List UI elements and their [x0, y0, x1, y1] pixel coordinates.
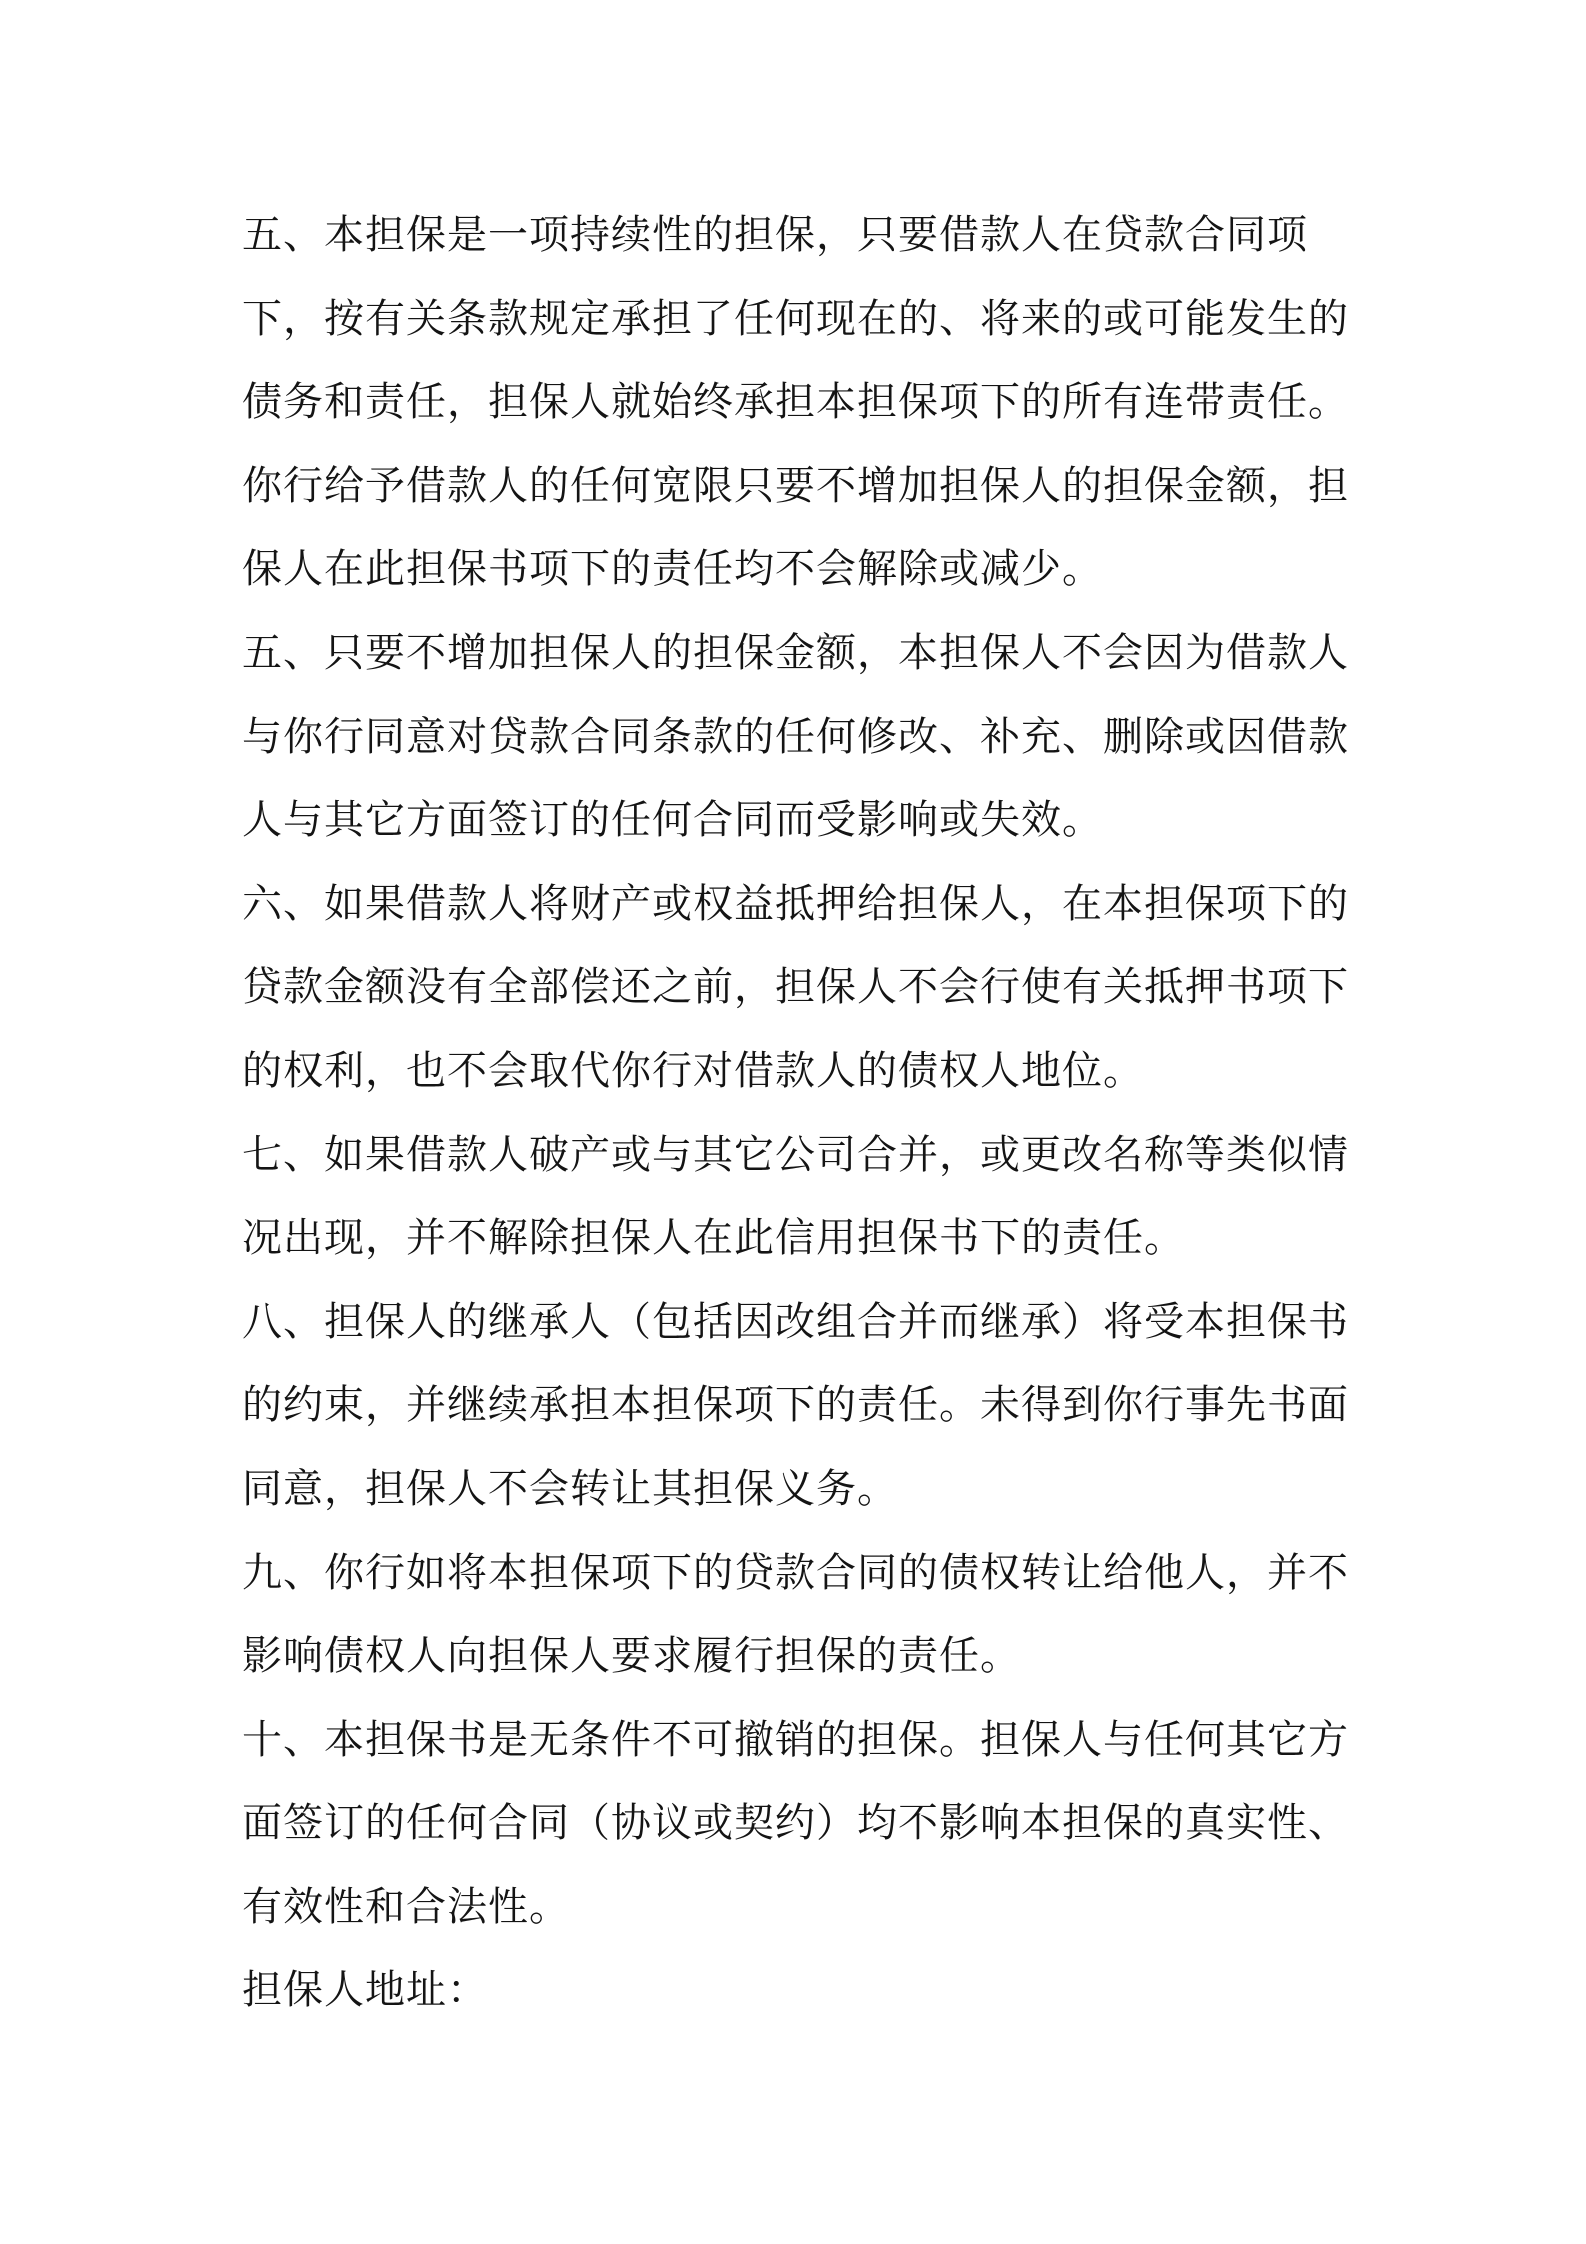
- document-body: [242, 194, 1382, 2033]
- clause-8-successors: 八、担保人的继承人（包括因改组合并而继承）将受本担保书的约束，并继续承担本担保项下的责任。未得到你行事先书面同意，担保人不会转让其担保义务。: [242, 1298, 1349, 1512]
- clause-7-bankruptcy-merger: 七、如果借款人破产或与其它公司合并，或更改名称等类似情况出现，并不解除担保人在此信用担保书下的责任。: [242, 1131, 1349, 1262]
- clause-6-mortgage-rights: 六、如果借款人将财产或权益抵押给担保人，在本担保项下的贷款金额没有全部偿还之前，担保人不会行使有关抵押书项下的权利，也不会取代你行对借款人的债权人地位。: [242, 880, 1349, 1094]
- guarantor-address-label: 担保人地址：: [242, 1967, 488, 2014]
- clause-5-amendments: 五、只要不增加担保人的担保金额，本担保人不会因为借款人与你行同意对贷款合同条款的任何修改、补充、删除或因借款人与其它方面签订的任何合同而受影响或失效。: [242, 629, 1349, 844]
- clause-5-continuing-guarantee: 五、本担保是一项持续性的担保，只要借款人在贷款合同项下，按有关条款规定承担了任何现在的、将来的或可能发生的债务和责任，担保人就始终承担本担保项下的所有连带责任。你行给予借款人的任何宽限只要不增加担保人的担保金额，担保人在此担保书项下的责任均不会解除或减少。: [242, 212, 1349, 593]
- clause-9-assignment: 九、你行如将本担保项下的贷款合同的债权转让给他人，并不影响债权人向担保人要求履行担保的责任。: [242, 1549, 1349, 1680]
- clause-10-unconditional: 十、本担保书是无条件不可撤销的担保。担保人与任何其它方面签订的任何合同（协议或契约）均不影响本担保的真实性、有效性和合法性。: [242, 1716, 1349, 1930]
